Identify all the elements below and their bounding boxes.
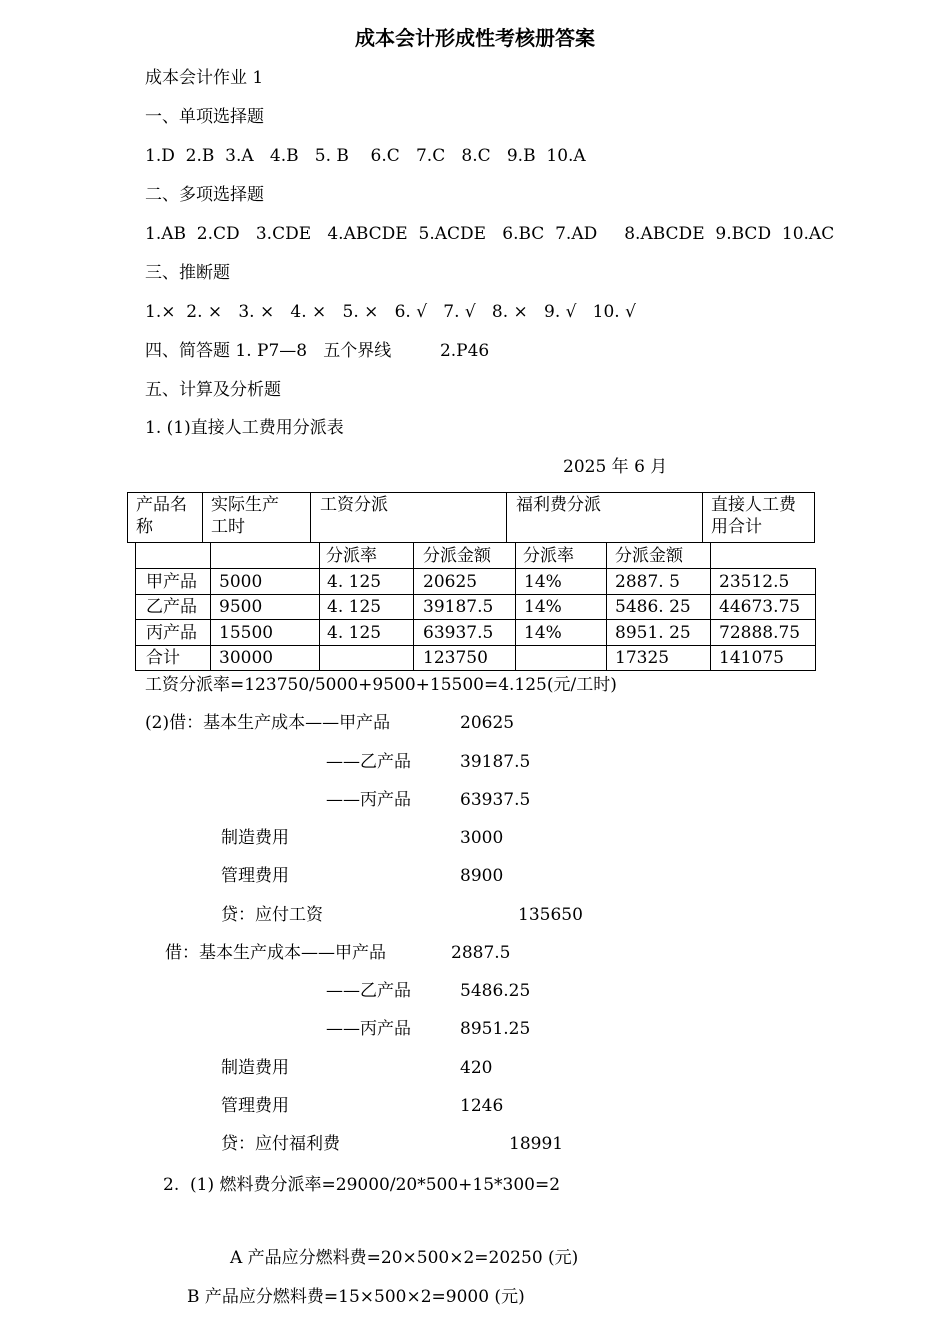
section-calculation: 五、计算及分析题 [145, 380, 281, 400]
entry-debit-c-amount: 63937.5 [460, 790, 531, 810]
question-2-rate: 2. (1) 燃料费分派率=29000/20*500+15*300=2 [163, 1175, 561, 1195]
subheader-welfare-amount: 分派金额 [615, 546, 683, 566]
section-true-false: 三、推断题 [145, 263, 230, 283]
section-short-answer: 四、简答题 1. P7—8 五个界线 2.P46 [145, 341, 490, 361]
welfare-debit-b: ——乙产品 [326, 981, 411, 1001]
true-false-answers: 1.× 2. × 3. × 4. × 5. × 6. √ 7. √ 8. × 9. √ 10. √ [145, 302, 636, 322]
welfare-mfg-overhead-amount: 420 [460, 1058, 493, 1078]
page-title: 成本会计形成性考核册答案 [355, 26, 595, 50]
entry-credit-wages: 贷：应付工资 [221, 905, 323, 925]
homework-heading: 成本会计作业 1 [145, 68, 264, 88]
question-2-product-a: A 产品应分燃料费=20×500×2=20250 (元) [230, 1248, 579, 1268]
multiple-choice-answers: 1.AB 2.CD 3.CDE 4.ABCDE 5.ACDE 6.BC 7.AD 8.ABCDE 9.BCD 10.AC [145, 224, 835, 244]
entry-debit-c: ——丙产品 [326, 790, 411, 810]
subheader-welfare-rate: 分派率 [523, 546, 574, 566]
header-work-hours: 实际生产 工时 [211, 495, 279, 537]
header-product-name: 产品名 称 [136, 495, 187, 537]
single-choice-answers: 1.D 2.B 3.A 4.B 5. B 6.C 7.C 8.C 9.B 10.A [145, 146, 586, 166]
wage-rate-note: 工资分派率=123750/5000+9500+15500=4.125(元/工时) [145, 675, 617, 695]
section-multiple-choice: 二、多项选择题 [145, 185, 264, 205]
welfare-debit-c-amount: 8951.25 [460, 1019, 531, 1039]
welfare-mfg-overhead: 制造费用 [221, 1058, 289, 1078]
entry-mfg-overhead-amount: 3000 [460, 828, 504, 848]
subheader-wage-rate: 分派率 [326, 546, 377, 566]
entry-debit-a-amount: 20625 [460, 713, 515, 733]
entry-credit-wages-amount: 135650 [518, 905, 583, 925]
header-labor-total: 直接人工费 用合计 [711, 495, 796, 537]
welfare-admin-expense: 管理费用 [221, 1096, 289, 1116]
header-wage-allocation: 工资分派 [320, 495, 388, 515]
welfare-debit-b-amount: 5486.25 [460, 981, 531, 1001]
table-date: 2025 年 6 月 [563, 457, 668, 477]
question-2-product-b: B 产品应分燃料费=15×500×2=9000 (元) [187, 1287, 525, 1307]
header-welfare-allocation: 福利费分派 [516, 495, 601, 515]
subheader-wage-amount: 分派金额 [423, 546, 491, 566]
welfare-debit-a-amount: 2887.5 [451, 943, 511, 963]
entry-debit-b-amount: 39187.5 [460, 752, 531, 772]
welfare-credit-amount: 18991 [509, 1134, 564, 1154]
entry-mfg-overhead: 制造费用 [221, 828, 289, 848]
entry-debit-a: (2)借：基本生产成本——甲产品 [145, 713, 391, 733]
question-1-heading: 1. (1)直接人工费用分派表 [145, 418, 344, 438]
entry-admin-expense: 管理费用 [221, 866, 289, 886]
entry-debit-b: ——乙产品 [326, 752, 411, 772]
welfare-credit: 贷：应付福利费 [221, 1134, 340, 1154]
entry-admin-expense-amount: 8900 [460, 866, 504, 886]
section-single-choice: 一、单项选择题 [145, 107, 264, 127]
welfare-debit-a: 借：基本生产成本——甲产品 [165, 943, 386, 963]
welfare-debit-c: ——丙产品 [326, 1019, 411, 1039]
welfare-admin-expense-amount: 1246 [460, 1096, 504, 1116]
